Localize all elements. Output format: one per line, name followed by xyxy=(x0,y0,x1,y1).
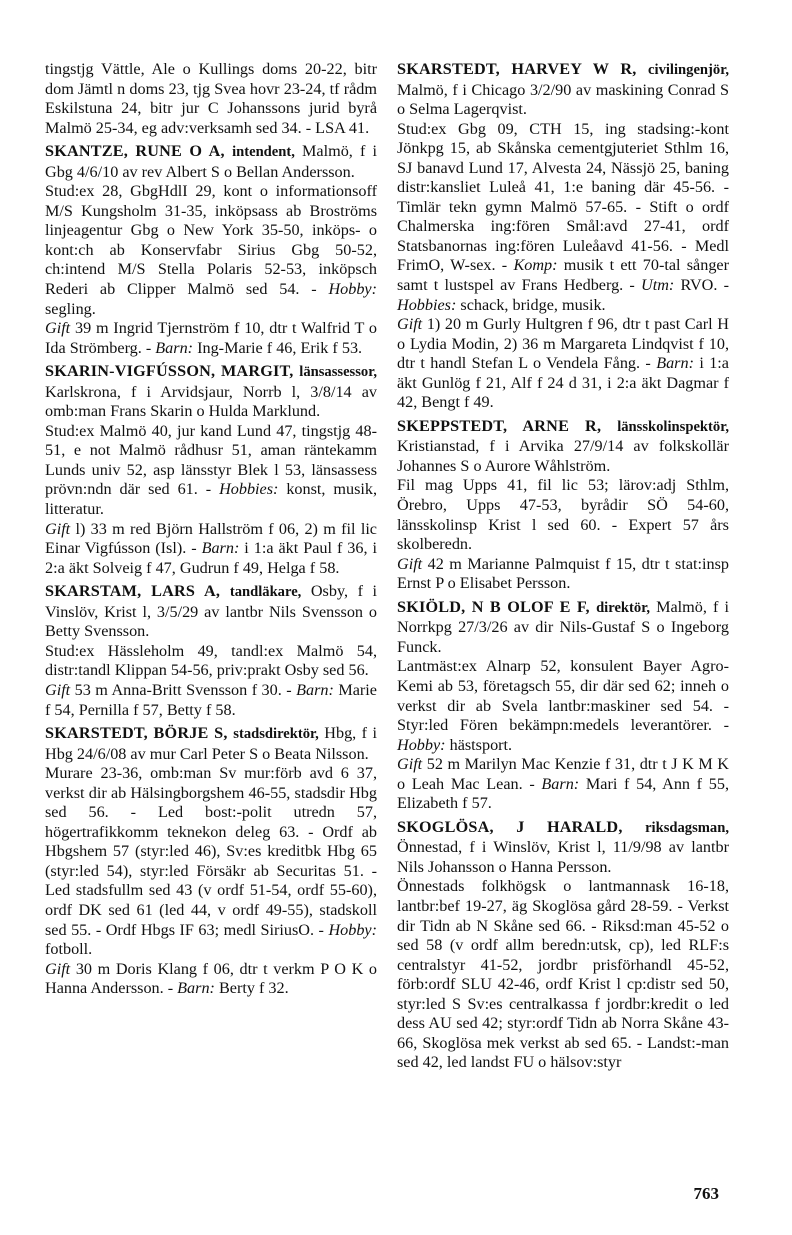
entry-text: konst, musik, litteratur. xyxy=(45,480,378,519)
entry-text: Stud:ex 28, GbgHdlI 29, kont o informationsoff M/S Kungsholm 31-35, inköpsass ab Broströms linjeagentur Gbg o New York 35-50, inköps- o kont:ch ab Konservfabr Sirius Gbg 50-52, ch:intend M/S Stella Polaris 52-53, inköpsch Rederi ab Clipper Malmö sed 54. - xyxy=(45,182,377,299)
entry-text: segling. xyxy=(45,299,96,318)
entry-paragraph xyxy=(397,877,729,1072)
entry-field-label: Gift xyxy=(45,519,71,538)
entry-paragraph xyxy=(397,417,729,477)
entry-name: SKARSTAM, LARS A, xyxy=(45,582,230,601)
entry-paragraph xyxy=(45,642,377,681)
entry-text: i 1:a äkt Gunlög f 21, Alf f 24 d 31, i 2:a äkt Dagmar f 42, Bengt f 49. xyxy=(397,354,729,412)
entry-paragraph xyxy=(397,755,729,814)
entry-text: i 1:a äkt Paul f 36, i 2:a äkt Solveig f 47, Gudrun f 49, Helga f 58. xyxy=(45,539,377,577)
entry-occupation: stadsdirektör, xyxy=(233,726,319,743)
entry-field-label: Barn: xyxy=(177,979,215,998)
entry-field-label: Gift xyxy=(397,554,423,573)
left-column xyxy=(45,60,377,1003)
entry-text: tingstjg Vättle, Ale o Kullings doms 20-22, bitr dom Jämtl n doms 23, tjg Svea hovr 23-24, tf rådm Eskilstuna 24, bitr jur C Johanssons jurid byrå Malmö 25-34, eg adv:verksamh sed 34. - LSA 41. xyxy=(45,60,377,137)
entry-paragraph xyxy=(397,555,729,594)
entry-text: Marie f 54, Pernilla f 57, Betty f 58. xyxy=(45,680,377,719)
entry-text: Karlskrona, f i Arvidsjaur, Norrb l, 3/8/14 av omb:man Frans Skarin o Hulda Marklund. xyxy=(45,382,377,421)
entry-text: Mari f 54, Ann f 55, Elizabeth f 57. xyxy=(397,774,729,813)
entry-field-label: Gift xyxy=(45,319,71,338)
entry-text: Berty f 32. xyxy=(214,979,289,998)
entry-paragraph xyxy=(45,422,377,520)
entry-text: Malmö, f i Norrkpg 27/3/26 av dir Nils-Gustaf S o Ingeborg Funck. xyxy=(397,597,729,656)
entry-paragraph xyxy=(45,520,377,579)
entry-name: SKARIN-VIGFÚSSON, MARGIT, xyxy=(45,362,300,381)
entry-field-label: Hobbies: xyxy=(219,480,279,499)
entry-text: 53 m Anna-Britt Svensson f 30. - xyxy=(70,680,297,699)
entry-field-label: Barn: xyxy=(155,338,194,357)
entry-text: Stud:ex Gbg 09, CTH 15, ing stadsing:-kont Jönkpg 15, ab Skånska cementgjuteriet Sthlm 16, SJ banavd Lund 17, Alvesta 24, Nässjö 25, baning distr:kansliet Luleå 41, 1:e baning där 45-56. - Timlär tekn gymn Malmö 57-65. - Stift o ordf Chalmerska ing:fören Smål:avd 27-41, ordf Statsbanornas ing:fören Luleåavd 41-56. - Medl FrimO, W-sex. - xyxy=(397,119,729,275)
biography-entry xyxy=(45,142,377,358)
entry-occupation: intendent, xyxy=(232,144,295,161)
entry-text: musik t ett 70-tal sånger samt t lustspel av Frans Hedberg. - xyxy=(397,256,729,295)
entry-text: Önnestad, f i Winslöv, Krist l, 11/9/98 av lantbr Nils Johansson o Hanna Persson. xyxy=(397,838,729,876)
entry-paragraph xyxy=(397,315,729,413)
entry-text: RVO. - xyxy=(674,276,729,295)
entry-text: Önnestads folkhögsk o lantmannask 16-18, lantbr:bef 19-27, äg Skoglösa gård 28-59. - Verkst dir Tidn ab N Skåne sed 66. - Riksd:man 45-52 o sed 58 (v ordf allm beredn:utsk, cp), led RLF:s centralstyr 41-52, jordbr prisförhandl 45-52, förb:ordf SLU 42-46, ordf Krist l cp:distr sed 50, styr:led S Sv:es centralkassa f jordbr:kredit o led dess AU sed 42; styr:ordf Tidn ab Norra Skåne 43-66, Skoglösa mek verkst ab sed 65. - Landst:-man sed 42, led landst FU o hälsov:styr xyxy=(397,877,729,1072)
entry-paragraph xyxy=(45,724,377,764)
entry-paragraph xyxy=(397,60,729,120)
entry-paragraph xyxy=(397,818,729,878)
entry-field-label: Barn: xyxy=(541,774,580,793)
entry-paragraph xyxy=(397,657,729,755)
entry-paragraph xyxy=(45,681,377,720)
right-column xyxy=(397,60,729,1077)
entry-text: l) 33 m red Björn Hallström f 06, 2) m fil lic Einar Vigfússon (Isl). - xyxy=(45,519,377,558)
biography-entry xyxy=(45,362,377,578)
entry-text: Ing-Marie f 46, Erik f 53. xyxy=(193,338,363,357)
entry-field-label: Barn: xyxy=(296,680,334,699)
entry-paragraph xyxy=(397,120,729,315)
entry-text: 42 m Marianne Palmquist f 15, dtr t stat:insp Ernst P o Elisabet Persson. xyxy=(397,554,729,593)
entry-name: SKANTZE, RUNE O A, xyxy=(45,142,233,161)
entry-occupation: länsskolinspektör, xyxy=(617,418,729,435)
entry-field-label: Utm: xyxy=(641,276,675,295)
entry-name: SKIÖLD, N B OLOF E F, xyxy=(397,597,597,616)
entry-field-label: Gift xyxy=(45,680,71,699)
page-number: 763 xyxy=(693,1184,719,1203)
entry-field-label: Hobbies: xyxy=(397,295,457,314)
entry-paragraph xyxy=(45,764,377,959)
entry-paragraph xyxy=(397,476,729,554)
entry-occupation: riksdagsman, xyxy=(645,819,729,836)
entry-paragraph xyxy=(45,960,377,999)
entry-paragraph xyxy=(397,598,729,658)
entry-text: fotboll. xyxy=(45,940,93,959)
biography-entry xyxy=(397,60,729,413)
entry-text: Kristianstad, f i Arvika 27/9/14 av folkskollär Johannes S o Aurore Wåhlström. xyxy=(397,437,729,475)
entry-name: SKARSTEDT, HARVEY W R, xyxy=(397,60,649,78)
entry-text: Hbg, f i Hbg 24/6/08 av mur Carl Peter S o Beata Nilsson. xyxy=(45,724,378,763)
entry-text: Fil mag Upps 41, fil lic 53; lärov:adj Sthlm, Örebro, Upps 47-53, byrådir SÖ 54-60, länsskolinsp Krist l sed 60. - Expert 57 års skolberedn. xyxy=(397,476,729,554)
entry-field-label: Gift xyxy=(397,755,423,774)
entry-field-label: Hobby: xyxy=(397,735,446,754)
biography-entry xyxy=(397,598,729,814)
biography-entry xyxy=(45,60,377,138)
entry-text: 39 m Ingrid Tjernström f 10, dtr t Walfrid T o Ida Strömberg. - xyxy=(45,319,377,357)
entry-occupation: tandläkare, xyxy=(229,584,302,601)
entry-text: 52 m Marilyn Mac Kenzie f 31, dtr t J K M K o Leah Mac Lean. - xyxy=(397,755,729,793)
entry-paragraph xyxy=(45,142,377,182)
entry-text: Stud:ex Hässleholm 49, tandl:ex Malmö 54, distr:tandl Klippan 54-56, priv:prakt Osby sed 56. xyxy=(45,641,377,680)
entry-text: Murare 23-36, omb:man Sv mur:förb avd 6 37, verkst dir ab Hälsingborgshem 46-55, stadsdir Hbg sed 56. - Led bost:-polit utredn 57, högertrafikkomm teknekon deleg 63. - Ordf ab Hbgshem 57 (styr:led 46), Sv:es kreditbk Hbg 65 (styr:led 54), styr:led Försäkr ab Securitas 51. - Led stadsfullm sed 43 (v ordf 51-54, ordf 55-60), ordf DK sed 61 (led 44, v ordf 49-55), stadskoll sed 55. - Ordf Hbgs IF 63; medl SiriusO. - xyxy=(45,764,377,939)
entry-text: Stud:ex Malmö 40, jur kand Lund 47, tingstjg 48-51, e not Malmö rådhusr 51, aman räntekamm Lunds univ 52, asp länsstyr Blek l 53, länsassess prövn:ndn där sed 61. - xyxy=(45,421,377,499)
entry-paragraph xyxy=(45,182,377,319)
entry-text: schack, bridge, musik. xyxy=(456,295,606,314)
entry-name: SKARSTEDT, BÖRJE S, xyxy=(45,724,234,743)
biography-entry xyxy=(397,818,729,1073)
entry-text: 1) 20 m Gurly Hultgren f 96, dtr t past Carl H o Lydia Modin, 2) 36 m Margareta Lindqvist f 10, dtr t handl Stefan L o Vendela Fång. - xyxy=(397,315,729,373)
entry-field-label: Barn: xyxy=(656,354,694,373)
biography-entry xyxy=(397,417,729,594)
entry-text: 30 m Doris Klang f 06, dtr t verkm P O K o Hanna Andersson. - xyxy=(45,959,377,998)
entry-occupation: direktör, xyxy=(596,599,650,616)
entry-field-label: Hobby: xyxy=(328,920,377,939)
entry-field-label: Hobby: xyxy=(328,280,377,299)
entry-paragraph xyxy=(45,319,377,358)
entry-name: SKOGLÖSA, J HARALD, xyxy=(397,817,646,836)
entry-field-label: Barn: xyxy=(201,539,240,558)
entry-paragraph xyxy=(45,582,377,642)
entry-text: Osby, f i Vinslöv, Krist l, 3/5/29 av lantbr Nils Svensson o Betty Svensson. xyxy=(45,582,377,641)
biography-entry xyxy=(45,582,377,720)
entry-paragraph xyxy=(45,362,377,422)
entry-paragraph xyxy=(45,60,377,138)
entry-occupation: länsassessor, xyxy=(299,364,377,381)
entry-field-label: Gift xyxy=(45,959,71,978)
entry-occupation: civilingenjör, xyxy=(648,62,729,78)
entry-text: Malmö, f i Gbg 4/6/10 av rev Albert S o Bellan Andersson. xyxy=(45,142,378,181)
entry-text: Malmö, f i Chicago 3/2/90 av maskining Conrad S o Selma Lagerqvist. xyxy=(397,80,729,119)
entry-field-label: Komp: xyxy=(513,256,558,275)
entry-text: hästsport. xyxy=(445,735,513,754)
entry-text: Lantmäst:ex Alnarp 52, konsulent Bayer Agro-Kemi ab 53, företagsch 55, dir där sed 62; inneh o verkst dir ab Svela lantbr:maskiner sed 54. - Styr:led Fören bekämpn:medels leverantörer. - xyxy=(397,657,729,735)
entry-field-label: Gift xyxy=(397,315,423,334)
biography-entry xyxy=(45,724,377,999)
entry-name: SKEPPSTEDT, ARNE R, xyxy=(397,416,618,435)
